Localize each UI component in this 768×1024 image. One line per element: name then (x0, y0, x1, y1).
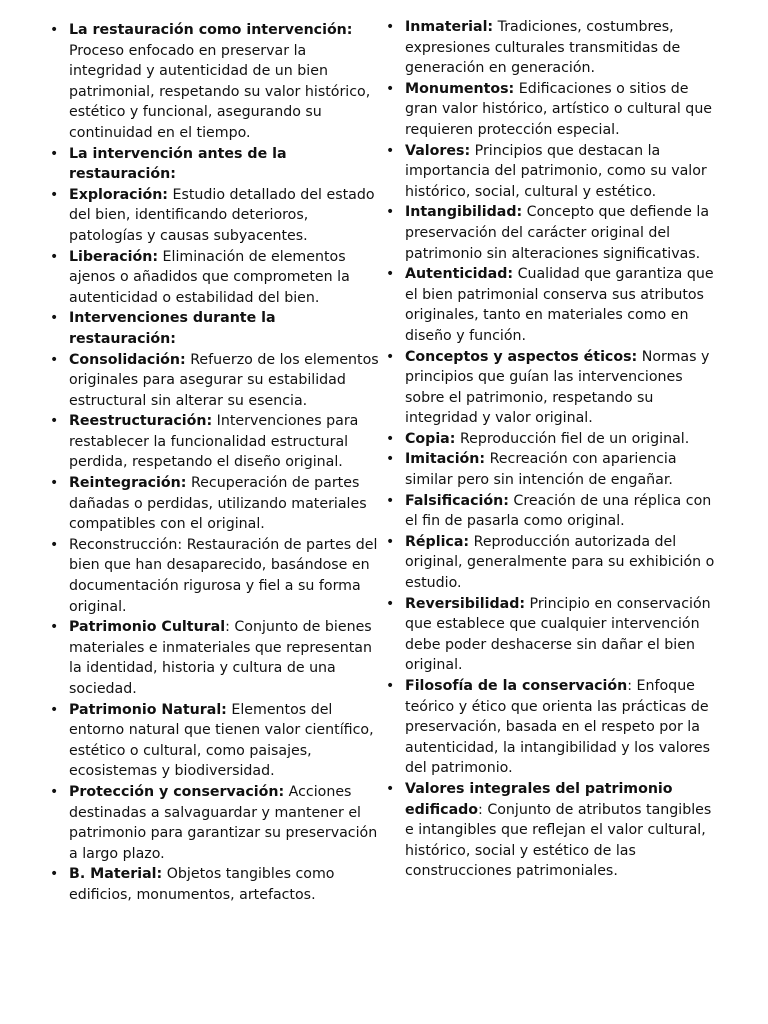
list-item (386, 676, 718, 779)
item-text: Concepto que defiende la preservación del carácter original del patrimonio sin alteraciones significativas. (405, 204, 710, 262)
item-text: Reproducción autorizada del original, generalmente para su exhibición o estudio. (405, 533, 715, 592)
list-item (386, 79, 718, 141)
bullet-icon: • (386, 533, 395, 550)
list-item (386, 429, 718, 450)
bullet-icon: • (386, 780, 395, 797)
bullet-icon: • (386, 80, 395, 97)
item-text: Proceso enfocado en preservar la integridad y autenticidad de un bien patrimonial, respetando su valor histórico, estético y funcional, asegurando su continuidad en el tiempo. (69, 42, 371, 141)
item-term: Filosofía de la conservación (405, 678, 628, 694)
item-term: Imitación: (405, 451, 486, 468)
item-term: Reintegración: (69, 475, 187, 492)
item-term: Copia: (405, 430, 456, 447)
item-text: Edificaciones o sitios de gran valor histórico, artístico o cultural que requieren protección especial. (405, 80, 713, 138)
bullet-icon: • (386, 348, 395, 365)
bullet-icon: • (50, 701, 59, 718)
right-column-list (0, 17, 768, 882)
bullet-icon: • (50, 413, 59, 430)
item-term: Conceptos y aspectos éticos: (405, 348, 638, 365)
item-term: Patrimonio Natural: (69, 701, 227, 718)
item-text: : Conjunto de atributos tangibles e intangibles que reflejan el valor cultural, histórico, social y estético de las construcciones patrimoniales. (405, 801, 712, 880)
item-text: : Enfoque teórico y ético que orienta las prácticas de preservación, basada en el respeto por la autenticidad, la intangibilidad y los valores del patrimonio. (405, 678, 711, 777)
item-term: Falsificación: (405, 492, 509, 509)
bullet-icon: • (386, 430, 395, 447)
item-text: Reproducción fiel de un original. (455, 430, 690, 447)
item-term: La restauración como intervención: (69, 22, 353, 38)
item-term: Exploración: (69, 186, 168, 203)
item-text: Eliminación de elementos ajenos o añadidos que comprometen la autenticidad o estabilidad del bien. (69, 248, 350, 306)
bullet-icon: • (386, 678, 395, 694)
item-text: Elementos del entorno natural que tienen valor científico, estético o cultural, como paisajes, ecosistemas y biodiversidad. (69, 701, 374, 780)
item-text: Objetos tangibles como edificios, monumentos, artefactos. (69, 866, 335, 903)
item-term: B. Material: (69, 866, 163, 883)
item-term: Liberación: (69, 248, 159, 265)
item-term: Patrimonio Cultural (69, 619, 226, 636)
item-text: Creación de una réplica con el fin de pasarla como original. (405, 492, 712, 530)
bullet-icon: • (386, 266, 395, 283)
bullet-icon: • (50, 186, 59, 203)
bullet-icon: • (386, 451, 395, 468)
list-item (386, 594, 718, 676)
bullet-icon: • (50, 22, 59, 38)
item-text: Cualidad que garantiza que el bien patrimonial conserva sus atributos originales, tanto en materiales como en diseño y función. (405, 266, 714, 344)
list-item (386, 141, 718, 203)
list-item (386, 449, 718, 490)
item-term: Valores integrales del patrimonio edificado (405, 780, 673, 818)
item-text: Estudio detallado del estado del bien, identificando deterioros, patologías y causas subyacentes. (69, 186, 375, 244)
item-text: Reconstrucción: Restauración de partes del bien que han desaparecido, basándose en documentación rigurosa y fiel a su forma original. (69, 536, 378, 615)
bullet-icon: • (50, 866, 59, 883)
bullet-icon: • (386, 595, 395, 612)
item-term: La intervención antes de la restauración: (69, 145, 287, 183)
bullet-icon: • (50, 145, 59, 162)
bullet-icon: • (386, 492, 395, 509)
item-text: Intervenciones para restablecer la funcionalidad estructural perdida, respetando el diseño original. (69, 413, 359, 471)
bullet-icon: • (50, 783, 59, 800)
item-term: Monumentos: (405, 80, 515, 97)
item-term: Réplica: (405, 533, 470, 550)
item-text: Normas y principios que guían las intervenciones sobre el patrimonio, respetando su integridad y valor original. (405, 348, 710, 427)
bullet-icon: • (50, 536, 59, 553)
bullet-icon: • (386, 204, 395, 221)
bullet-icon: • (50, 351, 59, 368)
item-text: Refuerzo de los elementos originales para asegurar su estabilidad estructural sin alterar su esencia. (69, 351, 379, 409)
bullet-icon: • (386, 19, 395, 35)
bullet-icon: • (50, 310, 59, 327)
item-text: Tradiciones, costumbres, expresiones culturales transmitidas de generación en generación. (405, 19, 681, 77)
bullet-icon: • (386, 142, 395, 159)
item-text: Principio en conservación que establece que cualquier intervención debe poder deshacerse sin dañar el bien original. (405, 595, 711, 674)
item-term: Protección y conservación: (69, 783, 285, 800)
item-text: Recuperación de partes dañadas o perdidas, utilizando materiales compatibles con el original. (69, 475, 367, 533)
item-term: Consolidación: (69, 351, 186, 368)
item-term: Valores: (405, 142, 471, 159)
list-item (386, 202, 718, 264)
item-term: Intervenciones durante la restauración: (69, 310, 276, 347)
list-item (386, 347, 718, 429)
item-text: Acciones destinadas a salvaguardar y mantener el patrimonio para garantizar su preservación a largo plazo. (69, 783, 378, 862)
list-item (386, 779, 718, 882)
item-text: Principios que destacan la importancia del patrimonio, como su valor histórico, social, cultural y estético. (405, 142, 707, 200)
item-term: Autenticidad: (405, 266, 514, 283)
bullet-icon: • (50, 619, 59, 636)
list-item (386, 532, 718, 594)
item-term: Inmaterial: (405, 19, 494, 35)
item-text: Recreación con apariencia similar pero sin intención de engañar. (405, 451, 677, 489)
item-term: Intangibilidad: (405, 204, 523, 221)
bullet-icon: • (50, 475, 59, 492)
bullet-icon: • (50, 248, 59, 265)
item-term: Reestructuración: (69, 413, 213, 430)
item-term: Reversibilidad: (405, 595, 526, 612)
list-item (386, 264, 718, 346)
item-text: : Conjunto de bienes materiales e inmateriales que representan la identidad, historia y cultura de una sociedad. (69, 619, 372, 697)
list-item (386, 491, 718, 532)
list-item (386, 17, 718, 79)
